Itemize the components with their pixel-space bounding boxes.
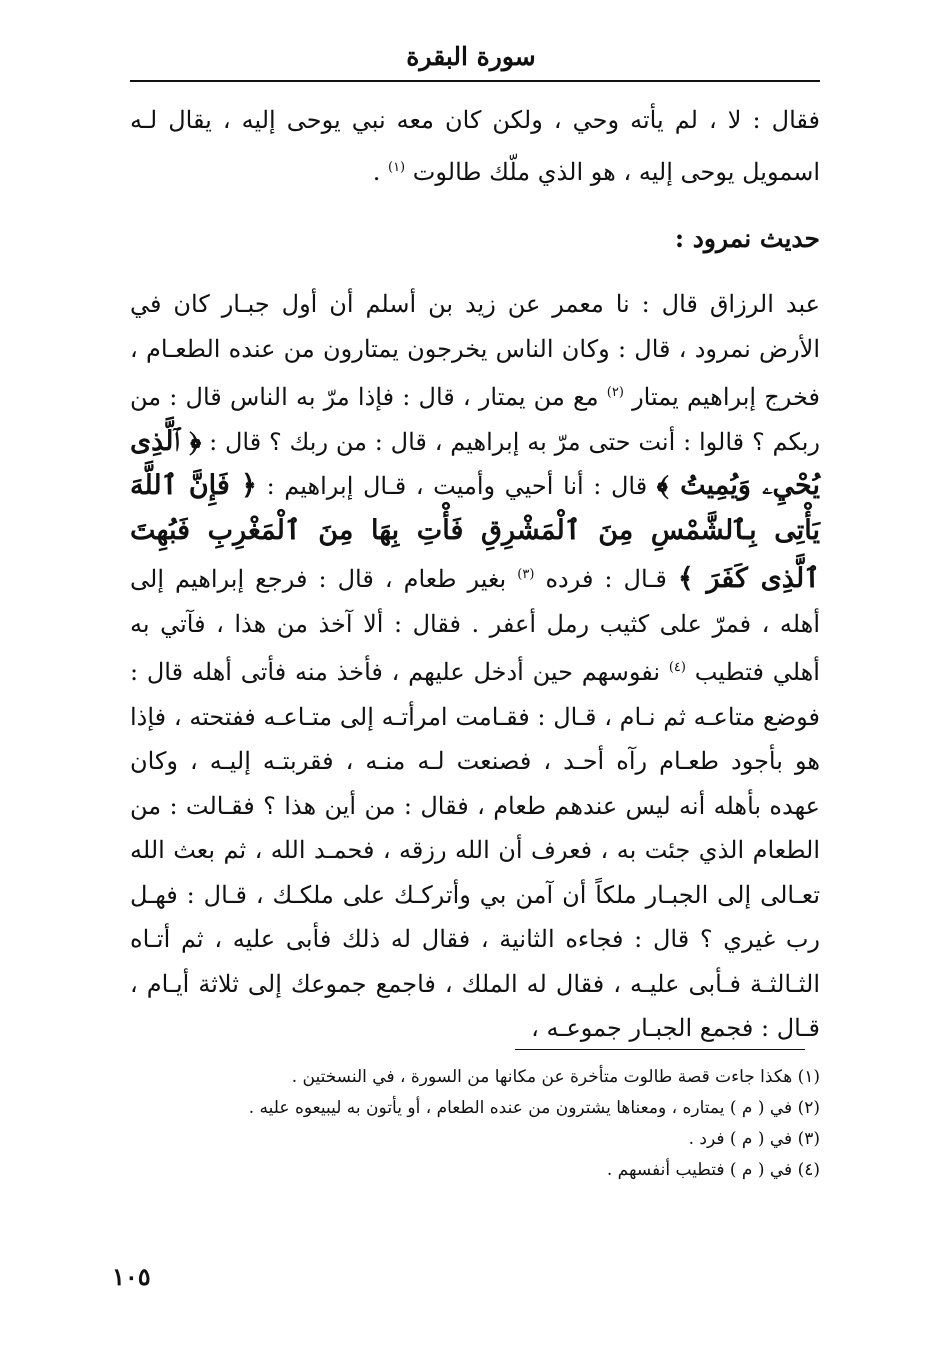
- footnote-ref-3: (٣): [517, 567, 535, 582]
- nimrod-text-3: قال : أنا أحيي وأميت ، قـال إبراهيم :: [256, 472, 648, 500]
- quran-verse-1: ﴿ ٱلَّذِى يُحْيِۦ وَيُمِيتُ ﴾: [130, 425, 821, 501]
- footnote-separator: [515, 1049, 805, 1050]
- footnote-ref-4: (٤): [668, 660, 686, 675]
- footnote-2: (٢) في ( م ) يمتاره ، ومعناها يشترون من عنده الطعام ، أو يأتون به ليبيعوه عليه .: [248, 1098, 820, 1118]
- nimrod-text-4: قـال : فرده: [545, 565, 667, 593]
- paragraph-opening-text: فقال : لا ، لم يأته وحي ، ولكن كان معه نبي يوحى إليه ، يقال لـه اسمويل يوحى إليه ، هو الذي ملّك طالوت: [130, 106, 820, 186]
- footnote-4: (٤) في ( م ) فتطيب أنفسهم .: [606, 1160, 820, 1180]
- quran-verse-2: ﴿ فَإِنَّ ٱللَّهَ يَأْتِى بِٱلشَّمْسِ مِنَ ٱلْمَشْرِقِ فَأْتِ بِهَا مِنَ ٱلْمَغْرِبِ فَبُهِتَ ٱلَّذِى كَفَرَ ﴾: [130, 470, 820, 594]
- page-number: ١٠٥: [112, 1262, 151, 1291]
- footnote-1: (١) هكذا جاءت قصة طالوت متأخرة عن مكانها من السورة ، في النسختين .: [291, 1067, 820, 1087]
- surah-header: سورة البقرة: [406, 42, 536, 71]
- paragraph-nimrod: [130, 282, 820, 1051]
- nimrod-text-5: بغير طعام ، قال : فرجع إبراهيم إلى أهله ، فمرّ على كثيب رمل أعفر . فقال : ألا آخذ من هذا ، فآتي به أهلي فتطيب: [130, 565, 820, 686]
- nimrod-text-2: مع من يمتار ، قال : فإذا مرّ به الناس قال : من ربكم ؟ قالوا : أنت حتى مرّ به إبراهيم ، قال : من ربك ؟ قال :: [130, 383, 821, 456]
- nimrod-text-1: عبد الرزاق قال : نا معمر عن زيد بن أسلم أن أول جبـار كان في الأرض نمرود ، قال : وكان الناس يخرجون يمتارون من عنده الطعـام ، فخرج إبراهيم يمتار: [130, 290, 820, 411]
- section-heading: حديث نمرود :: [674, 224, 820, 253]
- paragraph-opening-end: .: [372, 158, 381, 186]
- paragraph-opening: [130, 96, 820, 196]
- footnotes: [130, 1062, 820, 1186]
- footnote-ref-2: (٢): [606, 385, 624, 400]
- nimrod-text-6: نفوسهم حين أدخل عليهم ، فأخذ منه فأتى أهله قال : فوضع متاعـه ثم نـام ، قـال : فقـامت امرأتـه إلى متـاعـه ففتحته ، فإذا هو بأجود طعـام رآه أحـد ، فصنعت لـه منـه ، فقربتـه إليـه ، وكان عهده بأهله أنه ليس عندهم طعام ، فقال : من أين هذا ؟ فقـالت : من الطعام الذي جئت به ، فعرف أن الله رزقه ، فحمـد الله ، ثم بعث الله تعـالى إلى الجبـار ملكاً أن آمن بي وأتركـك على ملكـك ، قـال : فهـل رب غيري ؟ قال : فجاءه الثانية ، فقال له ذلك فأبى عليه ، ثم أتـاه الثـالثـة فـأبى عليـه ، فقال له الملك ، فاجمع جموعك إلى ثلاثة أيـام ، قـال : فجمع الجبـار جموعـه ،: [130, 658, 821, 1042]
- footnote-3: (٣) في ( م ) فرد .: [688, 1129, 820, 1149]
- footnote-ref-1: (١): [387, 160, 406, 175]
- header-rule: [130, 80, 820, 82]
